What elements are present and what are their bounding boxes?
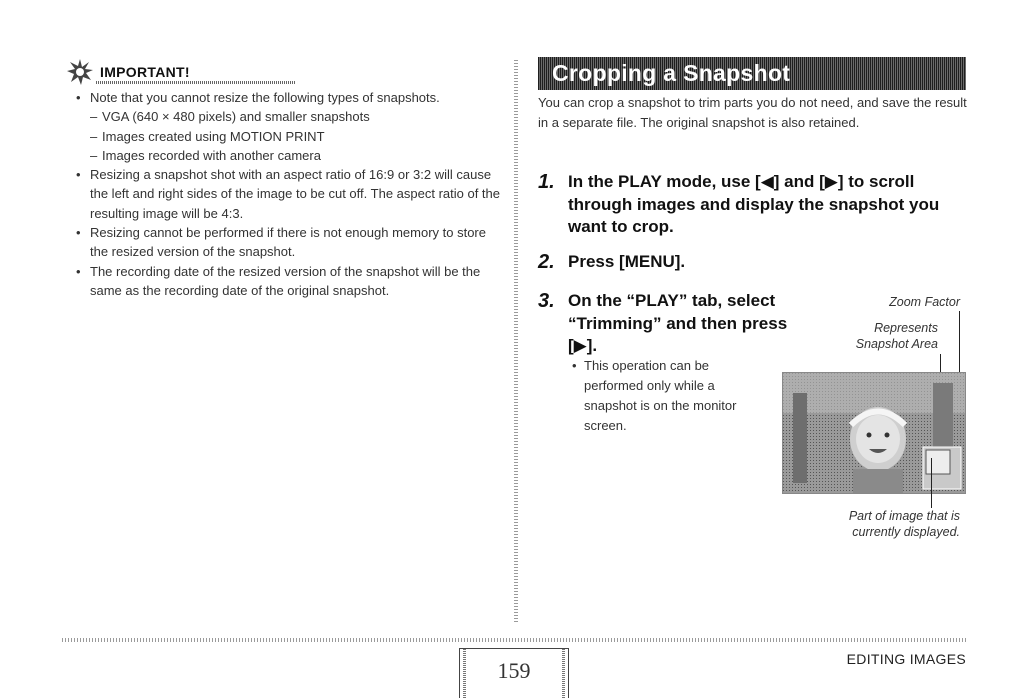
list-item: • Resizing cannot be performed if there is not enough memory to store the resized version of the snapshot. [72, 223, 502, 262]
zoom-factor-caption: Zoom Factor [889, 295, 960, 309]
snapshot-photo [782, 372, 966, 494]
footer-divider [62, 638, 968, 642]
represents-caption: Represents Snapshot Area [855, 321, 938, 351]
important-underline [96, 81, 296, 84]
list-item: • The recording date of the resized version of the snapshot will be the same as the recording date of the original snapshot. [72, 262, 502, 301]
important-label: IMPORTANT! [100, 64, 190, 80]
step-number: 3. [538, 290, 555, 312]
section-footer-label: EDITING IMAGES [846, 651, 966, 667]
list-sub-item: – Images recorded with another camera [72, 146, 502, 165]
step-text: On the “PLAY” tab, select “Trimming” and then press [▶]. [568, 291, 788, 355]
step-3-note: • This operation can be performed only while a snapshot is on the monitor screen. [572, 356, 769, 436]
section-title: Cropping a Snapshot [538, 57, 966, 90]
step-text: Press [MENU]. [568, 252, 686, 271]
important-heading [66, 58, 236, 86]
important-notes-list [72, 88, 502, 300]
list-sub-item: – VGA (640 × 480 pixels) and smaller snapshots [72, 107, 502, 126]
page-number: 159 [459, 648, 569, 698]
section-intro: You can crop a snapshot to trim parts you do not need, and save the result in a separate file. The original snapshot is also retained. [538, 95, 967, 130]
part-of-image-caption: Part of image that is currently displayed. [848, 509, 960, 539]
starburst-icon [66, 58, 94, 86]
list-sub-item: – Images created using MOTION PRINT [72, 127, 502, 146]
step-number: 2. [538, 251, 555, 273]
part-leader-line [931, 458, 932, 508]
step-number: 1. [538, 171, 555, 193]
step-text: In the PLAY mode, use [◀] and [▶] to scroll through images and display the snapshot you want to crop. [568, 172, 940, 236]
zoom-leader-line [959, 311, 960, 373]
column-divider [514, 60, 518, 623]
list-item: • Note that you cannot resize the following types of snapshots. [72, 88, 502, 107]
list-item: • Resizing a snapshot shot with an aspect ratio of 16:9 or 3:2 will cause the left and right sides of the image to be cut off. The aspect ratio of the resulting image will be 4:3. [72, 165, 502, 223]
child-photo-illustration [783, 373, 965, 493]
